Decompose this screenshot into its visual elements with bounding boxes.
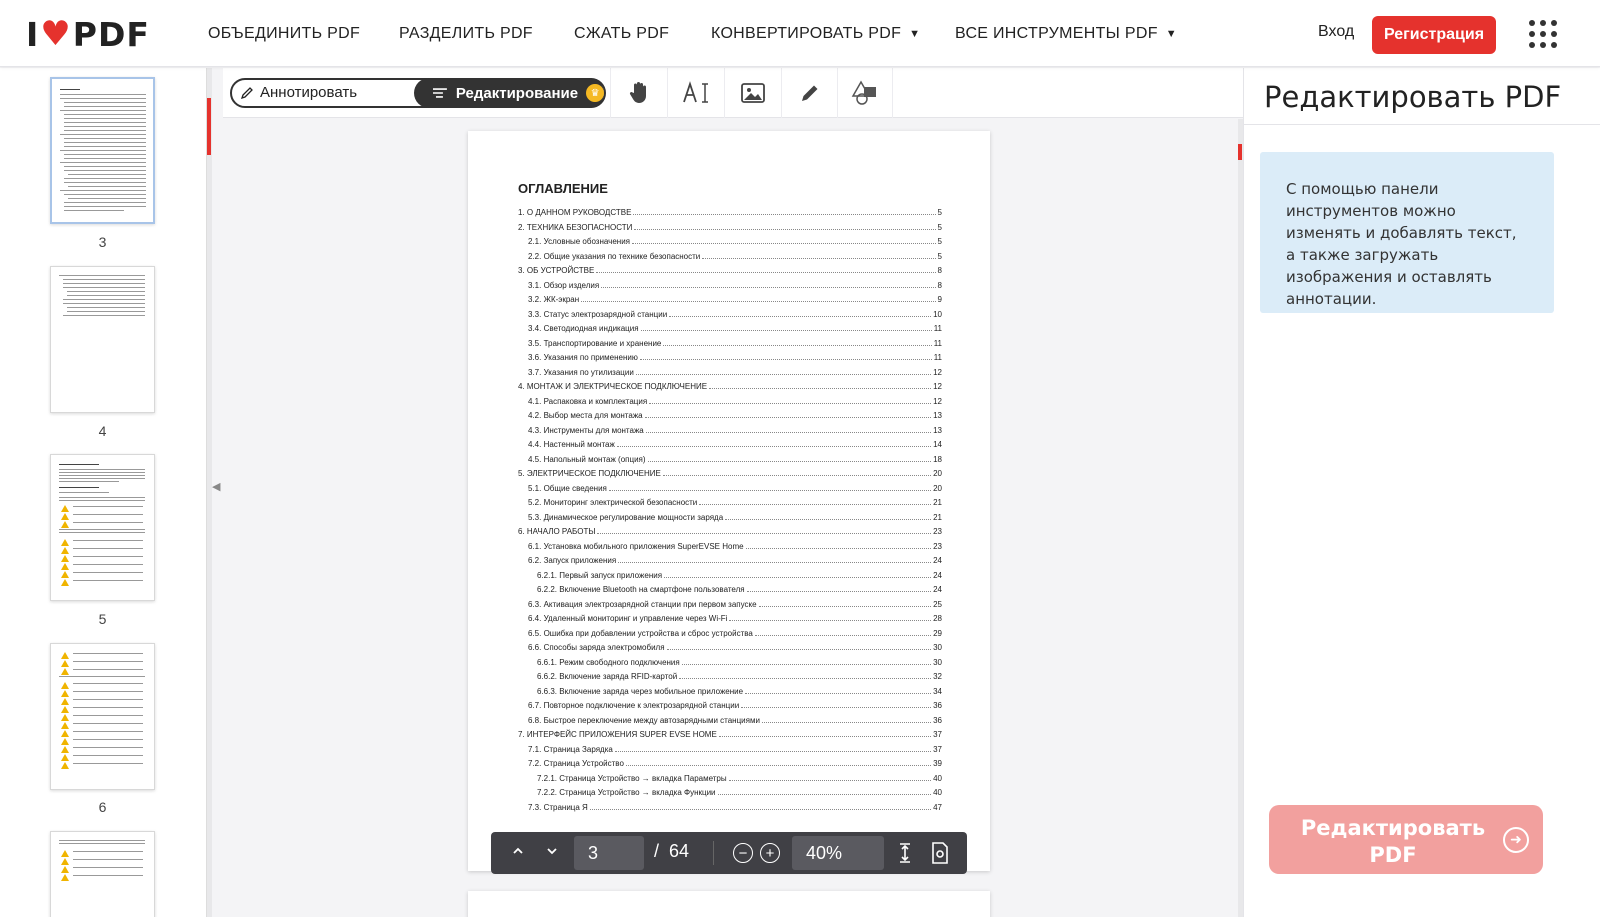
toc-entry — [518, 353, 942, 368]
toc-entry-page: 5 — [937, 208, 942, 217]
toc-entry — [518, 469, 942, 484]
toc-entry — [518, 455, 942, 470]
toc-entry-text: 6.2.2. Включение Bluetooth на смартфоне пользователя — [537, 585, 745, 594]
apps-grid-icon[interactable] — [1529, 20, 1557, 48]
toc-entry-text: 5.1. Общие сведения — [528, 483, 607, 493]
toc-entry — [518, 716, 942, 731]
signup-button[interactable]: Регистрация — [1372, 16, 1496, 54]
toc-entry-page: 5 — [937, 222, 942, 232]
toc-entry — [518, 658, 942, 673]
toc-entry-page: 20 — [933, 483, 942, 493]
page-number-label: 3 — [98, 234, 107, 250]
toc-entry-text: 6.1. Установка мобильного приложения SuperEVSE Home — [528, 541, 744, 551]
toc-entry — [518, 223, 942, 238]
toc-entry — [518, 397, 942, 412]
toc-entry-page: 37 — [933, 744, 942, 754]
toc-entry — [518, 310, 942, 325]
arrow-right-circle-icon: ➜ — [1503, 827, 1529, 853]
toc-entry — [518, 614, 942, 629]
toc-entry — [518, 803, 942, 818]
toc-entry-page: 10 — [933, 309, 942, 319]
zoom-level-input[interactable]: 40% — [792, 836, 884, 870]
toc-entry — [518, 281, 942, 296]
toc-entry-page: 13 — [933, 411, 942, 420]
nav-compress-pdf[interactable]: СЖАТЬ PDF — [574, 24, 670, 42]
hand-tool[interactable] — [610, 68, 666, 118]
toc-entry-text: 5.2. Мониторинг электрической безопасности — [528, 498, 698, 507]
toc-entry — [518, 266, 942, 281]
toc-entry-text: 4.4. Настенный монтаж — [528, 440, 615, 449]
toc-entry-text: 6.6.2. Включение заряда RFID-картой — [537, 672, 678, 681]
toc-entry — [518, 759, 942, 774]
toc-entry — [518, 324, 942, 339]
nav-all-tools[interactable]: ВСЕ ИНСТРУМЕНТЫ PDF ▼ — [955, 24, 1177, 42]
toc-entry-page: 20 — [933, 469, 942, 478]
toc-entry-page: 34 — [933, 686, 942, 696]
toc-entry-page: 28 — [933, 614, 942, 623]
add-image-tool[interactable] — [724, 68, 780, 118]
toc-entry — [518, 643, 942, 658]
toc-entry-text: 5.3. Динамическое регулирование мощности заряда — [528, 512, 724, 522]
chevron-down-icon[interactable] — [545, 844, 559, 861]
panel-title: Редактировать PDF — [1264, 80, 1562, 114]
text-lines-icon — [432, 86, 448, 100]
toc-entry-text: 7.3. Страница Я — [528, 802, 588, 812]
toc-entry-text: 7.2. Страница Устройство — [528, 759, 624, 768]
toc-entry-text: 3.4. Светодиодная индикация — [528, 324, 639, 333]
toc-entry-page: 11 — [933, 324, 942, 333]
toc-entry-text: 6.7. Повторное подключение к электрозарядной станции — [528, 701, 740, 710]
toc-entry-page: 40 — [933, 788, 942, 797]
toc-entry-text: 4. МОНТАЖ И ЭЛЕКТРИЧЕСКОЕ ПОДКЛЮЧЕНИЕ — [518, 382, 708, 391]
crown-icon: ♛ — [586, 84, 604, 102]
draw-tool[interactable] — [781, 68, 837, 118]
toc-entry — [518, 527, 942, 542]
toc-entry-page: 12 — [933, 396, 942, 406]
toc-entry-text: 6. НАЧАЛО РАБОТЫ — [518, 527, 596, 536]
toc-entry — [518, 382, 942, 397]
toc-entry — [518, 252, 942, 267]
toc-entry-page: 37 — [933, 730, 942, 739]
collapse-panel-icon[interactable]: ◀ — [212, 481, 221, 493]
toc-entry — [518, 745, 942, 760]
toc-entry-text: 4.1. Распаковка и комплектация — [528, 396, 648, 406]
toc-entry — [518, 629, 942, 644]
toc-entry-page: 39 — [933, 759, 942, 768]
pencil-icon — [800, 83, 820, 103]
toc-entry-page: 25 — [933, 599, 942, 609]
toc-entry — [518, 672, 942, 687]
toc-entry-page: 12 — [933, 367, 942, 377]
toc-entry-text: 1. О ДАННОМ РУКОВОДСТВЕ — [518, 208, 632, 217]
toc-entry-text: 5. ЭЛЕКТРИЧЕСКОЕ ПОДКЛЮЧЕНИЕ — [518, 469, 661, 478]
toc-entry-page: 47 — [933, 802, 942, 812]
page-thumbnail[interactable] — [50, 266, 155, 413]
toc-entry-page: 21 — [933, 512, 942, 522]
login-link[interactable]: Вход — [1318, 23, 1355, 40]
toc-entry-text: 3.2. ЖК-экран — [528, 295, 580, 304]
nav-merge-pdf[interactable]: ОБЪЕДИНИТЬ PDF — [208, 24, 361, 42]
edit-mode-button[interactable]: Редактирование ♛ — [414, 78, 604, 108]
caret-down-icon: ▼ — [1165, 27, 1177, 40]
page-thumbnail[interactable] — [50, 831, 155, 917]
toc-entry — [518, 571, 942, 586]
pdf-page[interactable] — [468, 891, 990, 917]
toc-entry-text: 3. ОБ УСТРОЙСТВЕ — [518, 266, 595, 275]
nav-split-pdf[interactable]: РАЗДЕЛИТЬ PDF — [399, 24, 533, 42]
toc-entry — [518, 237, 942, 252]
pdf-page[interactable] — [468, 131, 990, 871]
logo-i: I — [26, 14, 40, 54]
toc-entry-page: 9 — [937, 295, 942, 304]
toc-entry — [518, 440, 942, 455]
toc-entry-text: 3.3. Статус электрозарядной станции — [528, 309, 668, 319]
toc-entry-page: 36 — [933, 715, 942, 725]
toc-entry — [518, 788, 942, 803]
toc-entry-text: 2. ТЕХНИКА БЕЗОПАСНОСТИ — [518, 222, 633, 232]
page-thumbnail[interactable] — [50, 643, 155, 790]
toc-entry — [518, 687, 942, 702]
toc-entry-page: 29 — [933, 628, 942, 638]
fit-height-icon[interactable] — [898, 842, 912, 869]
toc-entry-text: 6.6.3. Включение заряда через мобильное приложение — [537, 686, 744, 696]
toc-entry — [518, 295, 942, 310]
toc-entry-text: 6.6.1. Режим свободного подключения — [537, 657, 680, 667]
toc-entry-page: 8 — [937, 266, 942, 275]
toc-entry-text: 4.3. Инструменты для монтажа — [528, 425, 644, 435]
document-viewer[interactable] — [223, 119, 1239, 917]
toc-title: ОГЛАВЛЕНИЕ — [518, 181, 608, 196]
ilovepdf-logo[interactable] — [26, 14, 150, 54]
toc-entry-text: 7.2.1. Страница Устройство → вкладка Параметры — [537, 773, 727, 783]
logo-pdf: PDF — [72, 14, 150, 54]
edit-pdf-submit-button[interactable] — [1269, 805, 1543, 874]
toc-entry-text: 6.8. Быстрое переключение между автозарядными станциями — [528, 715, 760, 725]
toc-entry — [518, 426, 942, 441]
toc-entry-text: 6.4. Удаленный мониторинг и управление через Wi-Fi — [528, 614, 728, 623]
page-total: / 64 — [654, 841, 690, 861]
toc-entry — [518, 513, 942, 528]
toc-entry-text: 6.2. Запуск приложения — [528, 556, 617, 565]
toc-entry-page: 14 — [933, 440, 942, 449]
toc-entry-text: 6.3. Активация электрозарядной станции при первом запуске — [528, 599, 757, 609]
toc-entry-text: 4.2. Выбор места для монтажа — [528, 411, 643, 420]
toc-entry-page: 30 — [933, 643, 942, 652]
toc-entry-page: 11 — [933, 353, 942, 362]
page-settings-icon[interactable] — [931, 842, 949, 869]
page-number-label: 6 — [98, 799, 107, 815]
toc-entry-text: 7.1. Страница Зарядка — [528, 744, 613, 754]
page-number-label: 5 — [98, 611, 107, 627]
toc-entry-page: 24 — [933, 585, 942, 594]
toc-entry-page: 18 — [933, 454, 942, 464]
info-box: С помощью панели инструментов можно изменять и добавлять текст, а также загружать изображения и оставлять аннотации. — [1260, 152, 1554, 313]
toc-entry-text: 6.5. Ошибка при добавлении устройства и сброс устройства — [528, 628, 753, 638]
toc-entry — [518, 730, 942, 745]
pencil-icon — [240, 86, 254, 100]
toc-entry-page: 13 — [933, 425, 942, 435]
toc-entry — [518, 368, 942, 383]
toc-entry — [518, 484, 942, 499]
toc-entry-page: 30 — [933, 657, 942, 667]
nav-convert-pdf[interactable]: КОНВЕРТИРОВАТЬ PDF ▼ — [711, 24, 921, 42]
toc-entry — [518, 208, 942, 223]
right-sidebar — [1243, 68, 1600, 917]
toc-entry-page: 32 — [933, 672, 942, 681]
toc-list — [518, 208, 942, 817]
toc-entry-page: 21 — [933, 498, 942, 507]
toc-entry-page: 23 — [933, 527, 942, 536]
toc-entry-text: 4.5. Напольный монтаж (опция) — [528, 454, 646, 464]
toc-entry-page: 5 — [937, 251, 942, 261]
heart-icon: ♥ — [40, 14, 72, 54]
shapes-icon — [851, 80, 879, 106]
page-thumbnail[interactable] — [50, 454, 155, 601]
submit-button-label: Редактировать PDF — [1300, 816, 1486, 867]
annotate-mode-button[interactable]: Аннотировать — [240, 84, 357, 101]
toc-entry-text: 7. ИНТЕРФЕЙС ПРИЛОЖЕНИЯ SUPER EVSE HOME — [518, 730, 717, 739]
toc-entry-page: 23 — [933, 541, 942, 551]
hand-icon — [628, 81, 650, 105]
text-icon — [682, 81, 710, 105]
toc-entry-text: 3.5. Транспортирование и хранение — [528, 338, 662, 348]
toc-entry-page: 11 — [933, 338, 942, 348]
toc-entry — [518, 701, 942, 716]
toc-entry-text: 3.7. Указания по утилизации — [528, 367, 634, 377]
toc-entry-page: 24 — [933, 570, 942, 580]
page-number-label: 4 — [98, 423, 107, 439]
page-navigation-bar — [491, 832, 967, 874]
toc-entry — [518, 411, 942, 426]
toc-entry-text: 3.1. Обзор изделия — [528, 280, 600, 290]
toc-entry-text: 6.2.1. Первый запуск приложения — [537, 570, 663, 580]
mode-toggle — [230, 78, 606, 108]
shapes-tool[interactable] — [837, 68, 893, 118]
caret-down-icon: ▼ — [909, 27, 921, 40]
toc-entry-text: 2.2. Общие указания по технике безопасности — [528, 251, 701, 261]
toc-entry — [518, 556, 942, 571]
page-number-input[interactable]: 3 — [574, 836, 644, 870]
add-text-tool[interactable] — [667, 68, 723, 118]
toc-entry-page: 5 — [937, 237, 942, 246]
chevron-up-icon[interactable] — [511, 844, 525, 861]
toc-entry-text: 2.1. Условные обозначения — [528, 237, 630, 246]
zoom-in-icon[interactable]: + — [760, 843, 780, 863]
top-header — [0, 0, 1600, 67]
toc-entry — [518, 542, 942, 557]
zoom-out-icon[interactable]: − — [733, 843, 753, 863]
toc-entry-page: 12 — [933, 382, 942, 391]
edit-toolbar — [223, 68, 1243, 118]
thumbnail-panel — [0, 68, 207, 917]
toc-entry — [518, 339, 942, 354]
toc-entry — [518, 585, 942, 600]
toc-entry — [518, 498, 942, 513]
toc-entry-page: 8 — [937, 280, 942, 290]
toc-entry — [518, 600, 942, 615]
page-thumbnail[interactable] — [50, 77, 155, 224]
toc-entry — [518, 774, 942, 789]
toc-entry-page: 40 — [933, 773, 942, 783]
toc-entry-page: 36 — [933, 701, 942, 710]
toc-entry-text: 7.2.2. Страница Устройство → вкладка Функции — [537, 788, 716, 797]
toc-entry-page: 24 — [933, 556, 942, 565]
toc-entry-text: 6.6. Способы заряда электромобиля — [528, 643, 665, 652]
toc-entry-text: 3.6. Указания по применению — [528, 353, 638, 362]
image-icon — [741, 83, 765, 103]
